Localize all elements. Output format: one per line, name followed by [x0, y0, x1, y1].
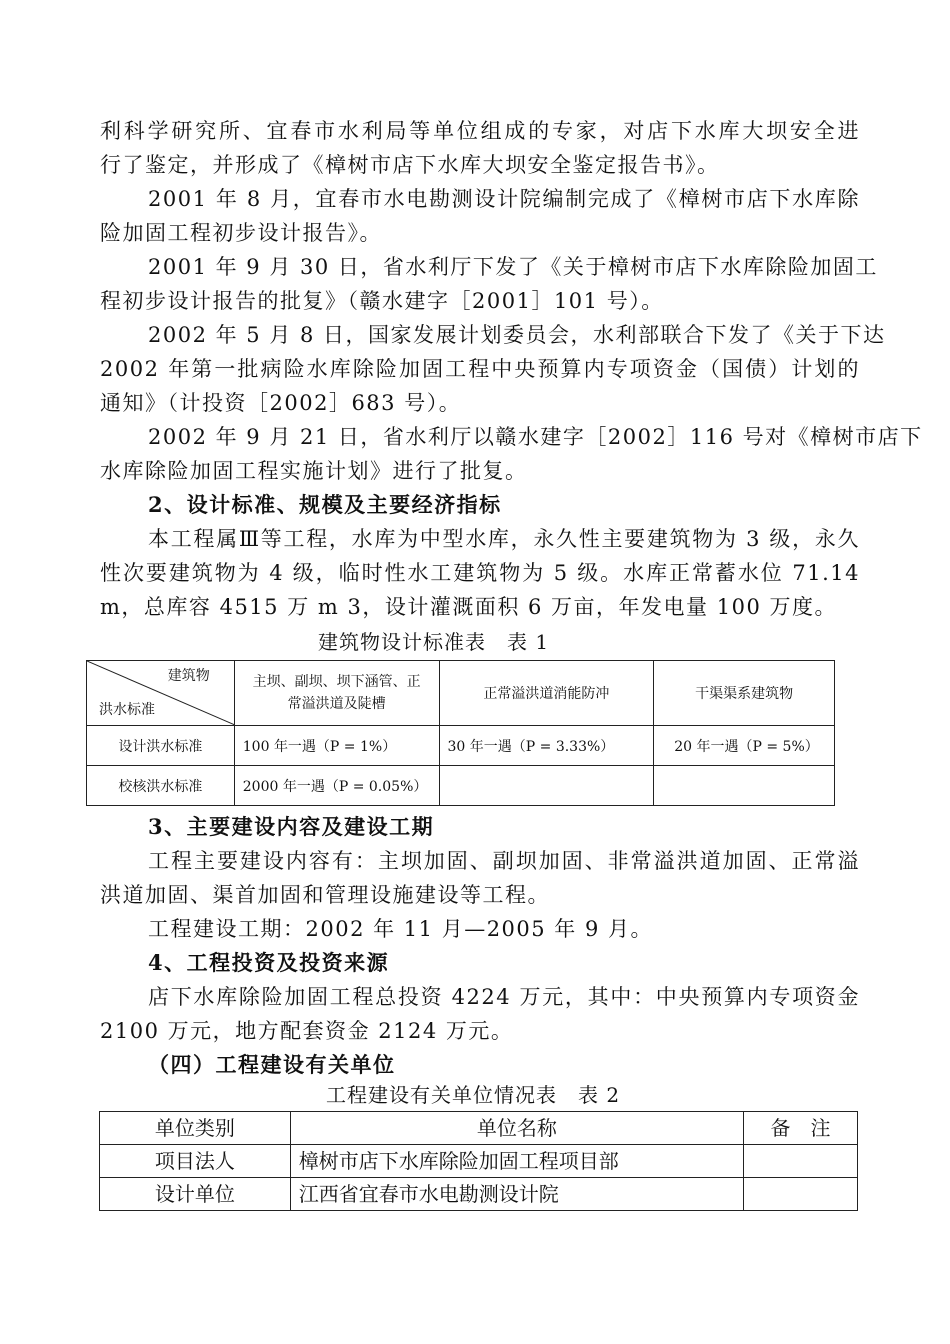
column-header: 干渠渠系建筑物	[654, 661, 835, 726]
paragraph-line: 本工程属Ⅲ等工程，水库为中型水库，永久性主要建筑物为 3 级，永久	[148, 527, 860, 551]
table-cell	[744, 1178, 858, 1211]
paragraph-line: 通知》（计投资［2002］683 号）。	[100, 391, 462, 415]
units-table	[99, 1111, 858, 1211]
table-row	[87, 726, 835, 766]
table-row	[100, 1178, 858, 1211]
column-header: 单位名称	[290, 1112, 743, 1145]
paragraph-line: 险加固工程初步设计报告》。	[100, 221, 382, 245]
row-label: 校核洪水标准	[87, 766, 235, 806]
table2-caption: 工程建设有关单位情况表 表 2	[326, 1083, 621, 1107]
column-header: 单位类别	[100, 1112, 291, 1145]
paragraph-line: 工程主要建设内容有：主坝加固、副坝加固、非常溢洪道加固、正常溢	[148, 849, 860, 873]
paragraph-line: 利科学研究所、宜春市水利局等单位组成的专家，对店下水库大坝安全进	[100, 119, 860, 143]
design-standard-table	[86, 660, 835, 806]
paragraph-line: 性次要建筑物为 4 级，临时性水工建筑物为 5 级。水库正常蓄水位 71.14	[100, 561, 860, 585]
table-cell	[439, 766, 654, 806]
corner-header-cell	[87, 661, 235, 726]
table-cell	[654, 766, 835, 806]
column-header: 备 注	[744, 1112, 858, 1145]
section-heading: 2、设计标准、规模及主要经济指标	[148, 492, 502, 517]
column-header	[234, 661, 439, 726]
corner-header-top: 建筑物	[167, 668, 210, 684]
table-header-row	[100, 1112, 858, 1145]
corner-header-bottom: 洪水标准	[99, 702, 155, 718]
paragraph-line: 店下水库除险加固工程总投资 4224 万元，其中：中央预算内专项资金	[148, 985, 860, 1009]
table-cell: 江西省宜春市水电勘测设计院	[290, 1178, 743, 1211]
paragraph-line: m，总库容 4515 万 m 3，设计灌溉面积 6 万亩，年发电量 100 万度。	[100, 595, 837, 619]
table1-caption: 建筑物设计标准表 表 1	[318, 630, 550, 654]
column-header-line: 常溢洪道及陡槽	[287, 696, 386, 712]
section-heading: 3、主要建设内容及建设工期	[148, 814, 435, 839]
table-row	[87, 766, 835, 806]
row-label: 设计洪水标准	[87, 726, 235, 766]
section-heading: 4、工程投资及投资来源	[148, 950, 390, 975]
paragraph-line: 2001 年 9 月 30 日，省水利厅下发了《关于樟树市店下水库除险加固工	[148, 255, 878, 279]
table-row	[100, 1145, 858, 1178]
paragraph-line: 2001 年 8 月，宜春市水电勘测设计院编制完成了《樟树市店下水库除	[148, 187, 860, 211]
table-cell	[744, 1145, 858, 1178]
column-header: 正常溢洪道消能防冲	[439, 661, 654, 726]
table-cell: 30 年一遇（P = 3.33%）	[439, 726, 654, 766]
paragraph-line: 洪道加固、渠首加固和管理设施建设等工程。	[100, 883, 550, 907]
paragraph-line: 工程建设工期：2002 年 11 月—2005 年 9 月。	[148, 917, 654, 941]
paragraph-line: 2100 万元，地方配套资金 2124 万元。	[100, 1019, 514, 1043]
column-header-line: 主坝、副坝、坝下涵管、正	[252, 674, 421, 690]
paragraph-line: 2002 年 5 月 8 日，国家发展计划委员会，水利部联合下发了《关于下达	[148, 323, 886, 347]
table-cell: 20 年一遇（P = 5%）	[654, 726, 835, 766]
table-cell: 设计单位	[100, 1178, 291, 1211]
paragraph-line: 2002 年第一批病险水库除险加固工程中央预算内专项资金（国债）计划的	[100, 357, 860, 381]
paragraph-line: 水库除险加固工程实施计划》进行了批复。	[100, 459, 528, 483]
table-cell: 项目法人	[100, 1145, 291, 1178]
table-cell: 100 年一遇（P = 1%）	[234, 726, 439, 766]
table-cell: 2000 年一遇（P = 0.05%）	[234, 766, 439, 806]
table-cell: 樟树市店下水库除险加固工程项目部	[290, 1145, 743, 1178]
paragraph-line: 程初步设计报告的批复》（赣水建字［2001］101 号）。	[100, 289, 664, 313]
section-heading: （四）工程建设有关单位	[148, 1052, 396, 1077]
paragraph-line: 行了鉴定，并形成了《樟树市店下水库大坝安全鉴定报告书》。	[100, 153, 720, 177]
paragraph-line: 2002 年 9 月 21 日，省水利厅以赣水建字［2002］116 号对《樟树市店下	[148, 425, 923, 449]
